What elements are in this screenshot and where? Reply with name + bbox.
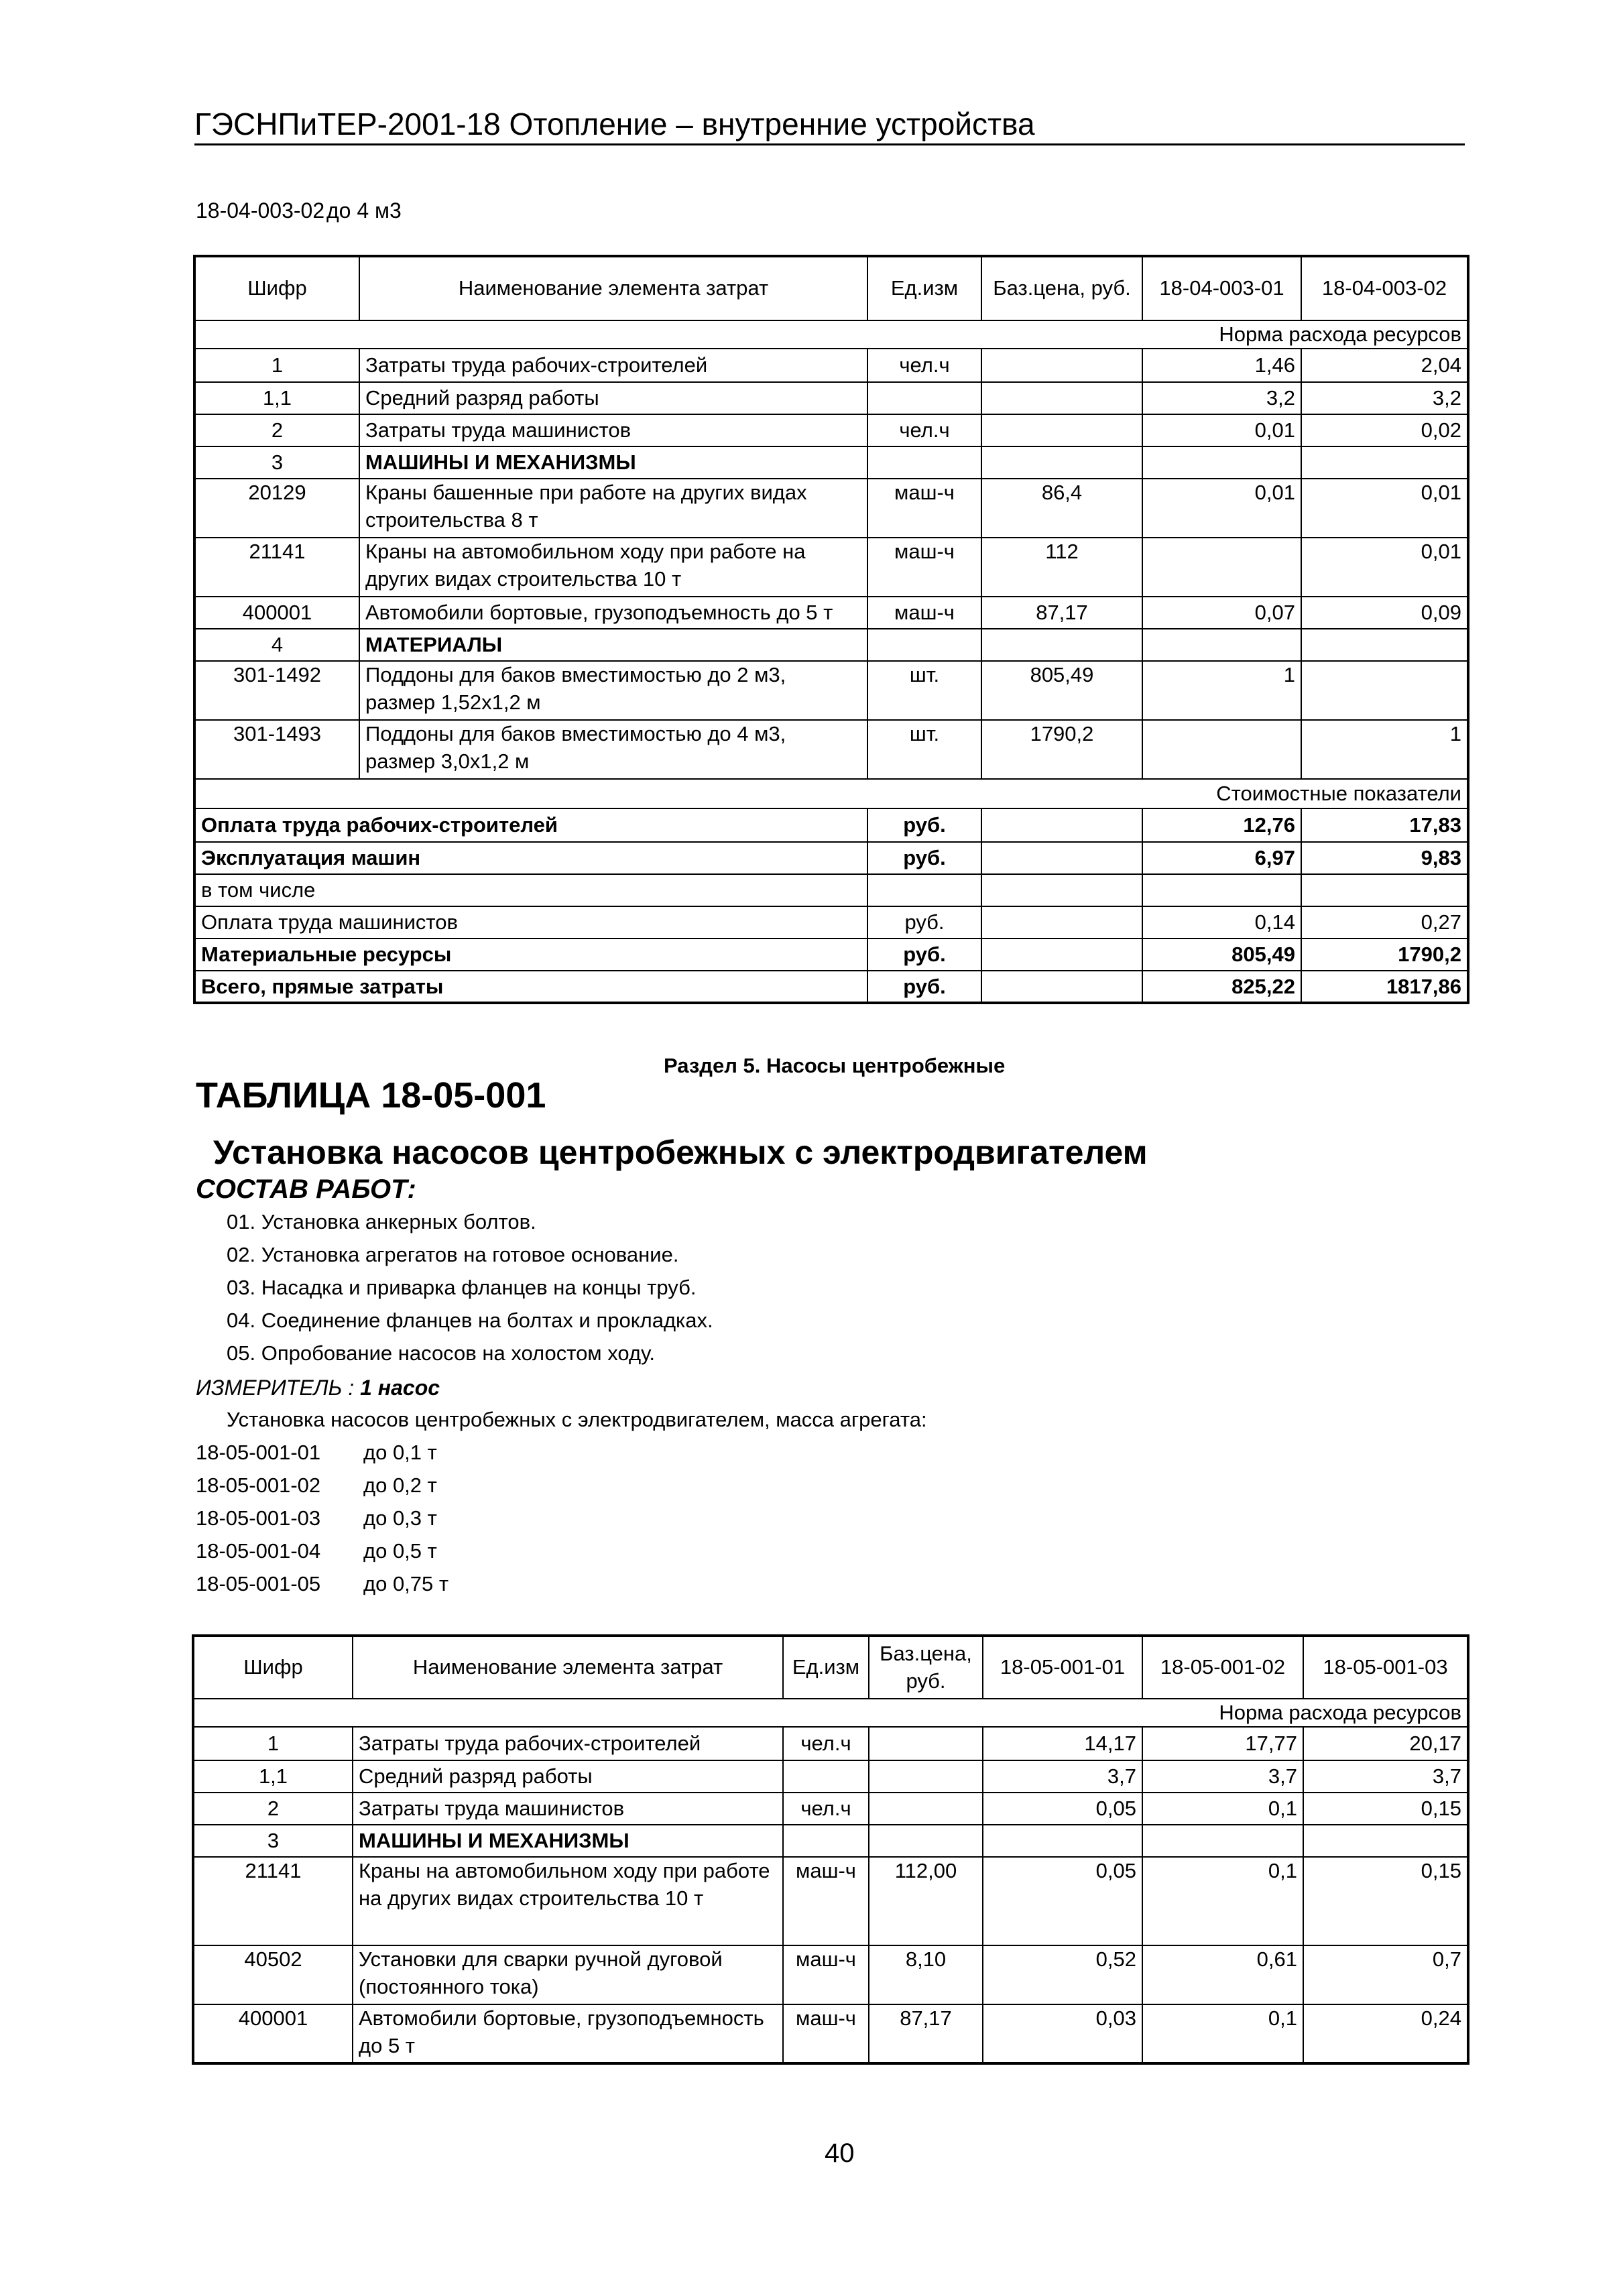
col-header-unit: Ед.изм [867, 256, 981, 320]
row-code: 3 [194, 446, 359, 479]
row-unit: чел.ч [783, 1793, 869, 1825]
row-v1: 3,2 [1142, 382, 1301, 414]
row-code: 20129 [194, 479, 359, 538]
row-name: Поддоны для баков вместимостью до 4 м3, размер 3,0х1,2 м [359, 720, 867, 779]
row-price: 87,17 [981, 597, 1142, 629]
variant-desc: до 0,2 т [363, 1473, 437, 1497]
table-row [193, 1793, 1468, 1825]
row-unit: шт. [867, 661, 981, 720]
row-price: 87,17 [869, 2004, 983, 2063]
col-header-v3: 18-05-001-03 [1303, 1636, 1468, 1699]
variant-desc: до 0,3 т [363, 1506, 437, 1530]
cost-v1: 0,14 [1142, 906, 1301, 939]
row-v2 [1301, 661, 1468, 720]
row-unit: чел.ч [783, 1727, 869, 1760]
row-code: 1,1 [194, 382, 359, 414]
row-price [981, 414, 1142, 446]
row-code: 21141 [193, 1857, 353, 1945]
cost-name: Эксплуатация машин [194, 842, 867, 874]
cost-row [194, 842, 1468, 874]
row-price [869, 1825, 983, 1857]
col-header-v1: 18-04-003-01 [1142, 256, 1301, 320]
row-v1: 14,17 [983, 1727, 1142, 1760]
row-unit [783, 1825, 869, 1857]
row-v2: 0,09 [1301, 597, 1468, 629]
row-name: Автомобили бортовые, грузоподъемность до 5 т [353, 2004, 783, 2063]
section-title: Раздел 5. Насосы центробежные [664, 1054, 1006, 1077]
col-header-code: Шифр [193, 1636, 353, 1699]
row-v1: 0,01 [1142, 414, 1301, 446]
table-row [194, 597, 1468, 629]
col-header-v2: 18-04-003-02 [1301, 256, 1468, 320]
table-row [194, 538, 1468, 597]
cost-v1: 6,97 [1142, 842, 1301, 874]
cost-name: в том числе [194, 874, 867, 906]
row-unit: шт. [867, 720, 981, 779]
row-unit: маш-ч [783, 1945, 869, 2004]
work-item: 01. Установка анкерных болтов. [227, 1210, 536, 1233]
row-name: Поддоны для баков вместимостью до 2 м3, размер 1,52х1,2 м [359, 661, 867, 720]
document-header: ГЭСНПиТЕР-2001-18 Отопление – внутренние устройства [194, 106, 1465, 145]
work-composition-heading: СОСТАВ РАБОТ: [196, 1174, 416, 1204]
col-header-name: Наименование элемента затрат [353, 1636, 783, 1699]
row-v2: 3,7 [1142, 1760, 1303, 1793]
variant-desc: до 0,1 т [363, 1441, 437, 1464]
page-number: 40 [825, 2138, 855, 2168]
installation-description: Установка насосов центробежных с электродвигателем, масса агрегата: [227, 1408, 927, 1431]
row-code: 400001 [194, 597, 359, 629]
row-v1: 3,7 [983, 1760, 1142, 1793]
row-unit: маш-ч [783, 1857, 869, 1945]
top-code-desc: до 4 м3 [326, 198, 402, 223]
row-v1: 0,52 [983, 1945, 1142, 2004]
row-code: 1 [194, 349, 359, 382]
row-v2: 3,2 [1301, 382, 1468, 414]
row-code: 400001 [193, 2004, 353, 2063]
row-v3 [1303, 1825, 1468, 1857]
row-name: Затраты труда машинистов [353, 1793, 783, 1825]
variant-code: 18-05-001-05 [196, 1572, 321, 1595]
row-name: МАШИНЫ И МЕХАНИЗМЫ [353, 1825, 783, 1857]
row-v3: 0,7 [1303, 1945, 1468, 2004]
row-price [981, 629, 1142, 661]
row-price [869, 1793, 983, 1825]
row-v2: 0,1 [1142, 1857, 1303, 1945]
row-v1 [1142, 720, 1301, 779]
measurement-value: 1 насос [360, 1376, 440, 1400]
cost-row [194, 808, 1468, 842]
table-row [194, 479, 1468, 538]
work-item: 03. Насадка и приварка фланцев на концы труб. [227, 1276, 697, 1299]
table-row [193, 2004, 1468, 2063]
cost-unit: руб. [867, 808, 981, 842]
top-code-number: 18-04-003-02 [196, 198, 325, 223]
row-v3: 3,7 [1303, 1760, 1468, 1793]
row-v2: 0,1 [1142, 1793, 1303, 1825]
row-v1 [1142, 446, 1301, 479]
row-v3: 0,15 [1303, 1857, 1468, 1945]
row-v2: 0,1 [1142, 2004, 1303, 2063]
row-v2: 1 [1301, 720, 1468, 779]
row-v2: 2,04 [1301, 349, 1468, 382]
row-name: Средний разряд работы [359, 382, 867, 414]
row-v1: 0,03 [983, 2004, 1142, 2063]
cost-v2 [1301, 874, 1468, 906]
row-v1: 0,05 [983, 1793, 1142, 1825]
resource-table-1 [193, 255, 1469, 1004]
cost-unit [867, 874, 981, 906]
table-subtitle: Установка насосов центробежных с электродвигателем [213, 1134, 1148, 1171]
row-code: 301-1492 [194, 661, 359, 720]
cost-v2: 9,83 [1301, 842, 1468, 874]
variant-code: 18-05-001-02 [196, 1473, 321, 1497]
row-code: 40502 [193, 1945, 353, 2004]
row-unit [867, 446, 981, 479]
row-price [981, 349, 1142, 382]
cost-unit: руб. [867, 842, 981, 874]
variant-row [196, 1572, 449, 1596]
col-header-code: Шифр [194, 256, 359, 320]
row-name: Средний разряд работы [353, 1760, 783, 1793]
row-v1 [983, 1825, 1142, 1857]
cost-unit: руб. [867, 971, 981, 1003]
cost-row [194, 939, 1468, 971]
row-price: 8,10 [869, 1945, 983, 2004]
row-name: Краны башенные при работе на других видах строительства 8 т [359, 479, 867, 538]
row-code: 2 [194, 414, 359, 446]
table-row [194, 446, 1468, 479]
norm-label: Норма расхода ресурсов [194, 320, 1468, 349]
table-header-row [193, 1636, 1468, 1699]
work-item: 02. Установка агрегатов на готовое основание. [227, 1243, 679, 1266]
table-row [194, 382, 1468, 414]
table-row [193, 1945, 1468, 2004]
row-code: 3 [193, 1825, 353, 1857]
row-v2 [1301, 629, 1468, 661]
measurement-label: ИЗМЕРИТЕЛЬ : [196, 1376, 355, 1400]
row-unit: маш-ч [783, 2004, 869, 2063]
cost-v1 [1142, 874, 1301, 906]
row-name: МАШИНЫ И МЕХАНИЗМЫ [359, 446, 867, 479]
row-name: Затраты труда рабочих-строителей [359, 349, 867, 382]
table-header-row [194, 256, 1468, 320]
row-name: Краны на автомобильном ходу при работе на других видах строительства 10 т [353, 1857, 783, 1945]
row-v1: 0,01 [1142, 479, 1301, 538]
variant-code: 18-05-001-03 [196, 1506, 321, 1530]
variant-row [196, 1473, 437, 1498]
cost-unit: руб. [867, 906, 981, 939]
row-code: 1,1 [193, 1760, 353, 1793]
col-header-unit: Ед.изм [783, 1636, 869, 1699]
measurement-unit [196, 1376, 440, 1400]
row-name: Затраты труда машинистов [359, 414, 867, 446]
row-v2: 0,01 [1301, 538, 1468, 597]
cost-name: Материальные ресурсы [194, 939, 867, 971]
table-row [193, 1727, 1468, 1760]
work-item: 04. Соединение фланцев на болтах и прокладках. [227, 1309, 713, 1332]
table-row [194, 720, 1468, 779]
table-row [194, 414, 1468, 446]
resource-table-2 [192, 1634, 1469, 2065]
variant-code: 18-05-001-01 [196, 1441, 321, 1464]
row-v1 [1142, 629, 1301, 661]
row-code: 21141 [194, 538, 359, 597]
row-price [869, 1727, 983, 1760]
row-code: 1 [193, 1727, 353, 1760]
row-unit [867, 629, 981, 661]
row-code: 2 [193, 1793, 353, 1825]
row-v3: 20,17 [1303, 1727, 1468, 1760]
cost-v1: 12,76 [1142, 808, 1301, 842]
row-v1 [1142, 538, 1301, 597]
table-title: ТАБЛИЦА 18-05-001 [196, 1075, 546, 1115]
cost-v2: 0,27 [1301, 906, 1468, 939]
norm-label: Норма расхода ресурсов [193, 1699, 1468, 1727]
variant-desc: до 0,75 т [363, 1572, 449, 1595]
variant-row [196, 1506, 437, 1530]
row-price: 805,49 [981, 661, 1142, 720]
col-header-v2: 18-05-001-02 [1142, 1636, 1303, 1699]
cost-row [194, 874, 1468, 906]
row-unit: маш-ч [867, 597, 981, 629]
table-row [194, 349, 1468, 382]
row-name: Установки для сварки ручной дуговой (постоянного тока) [353, 1945, 783, 2004]
row-v1: 0,05 [983, 1857, 1142, 1945]
row-price [981, 382, 1142, 414]
table-row [193, 1857, 1468, 1945]
cost-v2: 17,83 [1301, 808, 1468, 842]
row-price [869, 1760, 983, 1793]
row-v3: 0,15 [1303, 1793, 1468, 1825]
row-unit [867, 382, 981, 414]
row-price: 1790,2 [981, 720, 1142, 779]
table-row [193, 1825, 1468, 1857]
row-price: 112 [981, 538, 1142, 597]
row-name: МАТЕРИАЛЫ [359, 629, 867, 661]
cost-v1: 805,49 [1142, 939, 1301, 971]
top-code [196, 198, 402, 223]
row-name: Затраты труда рабочих-строителей [353, 1727, 783, 1760]
row-price: 112,00 [869, 1857, 983, 1945]
row-v2 [1142, 1825, 1303, 1857]
row-v1: 0,07 [1142, 597, 1301, 629]
cost-name: Всего, прямые затраты [194, 971, 867, 1003]
row-unit: чел.ч [867, 414, 981, 446]
cost-v2: 1817,86 [1301, 971, 1468, 1003]
row-v2: 0,02 [1301, 414, 1468, 446]
row-unit [783, 1760, 869, 1793]
table-row [194, 661, 1468, 720]
work-item: 05. Опробование насосов на холостом ходу. [227, 1341, 656, 1365]
col-header-v1: 18-05-001-01 [983, 1636, 1142, 1699]
row-code: 4 [194, 629, 359, 661]
col-header-price: Баз.цена, руб. [869, 1636, 983, 1699]
row-v3: 0,24 [1303, 2004, 1468, 2063]
variant-row [196, 1539, 437, 1563]
row-v2: 0,01 [1301, 479, 1468, 538]
cost-unit: руб. [867, 939, 981, 971]
row-name: Краны на автомобильном ходу при работе на других видах строительства 10 т [359, 538, 867, 597]
row-v2: 17,77 [1142, 1727, 1303, 1760]
row-code: 301-1493 [194, 720, 359, 779]
cost-label: Стоимостные показатели [194, 779, 1468, 808]
cost-row [194, 971, 1468, 1003]
variant-row [196, 1441, 437, 1465]
cost-v1: 825,22 [1142, 971, 1301, 1003]
row-v2 [1301, 446, 1468, 479]
table-row [193, 1760, 1468, 1793]
row-unit: маш-ч [867, 479, 981, 538]
row-price: 86,4 [981, 479, 1142, 538]
row-unit: маш-ч [867, 538, 981, 597]
row-unit: чел.ч [867, 349, 981, 382]
variant-desc: до 0,5 т [363, 1539, 437, 1563]
variant-code: 18-05-001-04 [196, 1539, 321, 1563]
row-v1: 1 [1142, 661, 1301, 720]
row-v2: 0,61 [1142, 1945, 1303, 2004]
col-header-name: Наименование элемента затрат [359, 256, 867, 320]
table-row [194, 629, 1468, 661]
row-v1: 1,46 [1142, 349, 1301, 382]
col-header-price: Баз.цена, руб. [981, 256, 1142, 320]
row-price [981, 446, 1142, 479]
cost-v2: 1790,2 [1301, 939, 1468, 971]
cost-name: Оплата труда машинистов [194, 906, 867, 939]
cost-row [194, 906, 1468, 939]
cost-name: Оплата труда рабочих-строителей [194, 808, 867, 842]
row-name: Автомобили бортовые, грузоподъемность до 5 т [359, 597, 867, 629]
